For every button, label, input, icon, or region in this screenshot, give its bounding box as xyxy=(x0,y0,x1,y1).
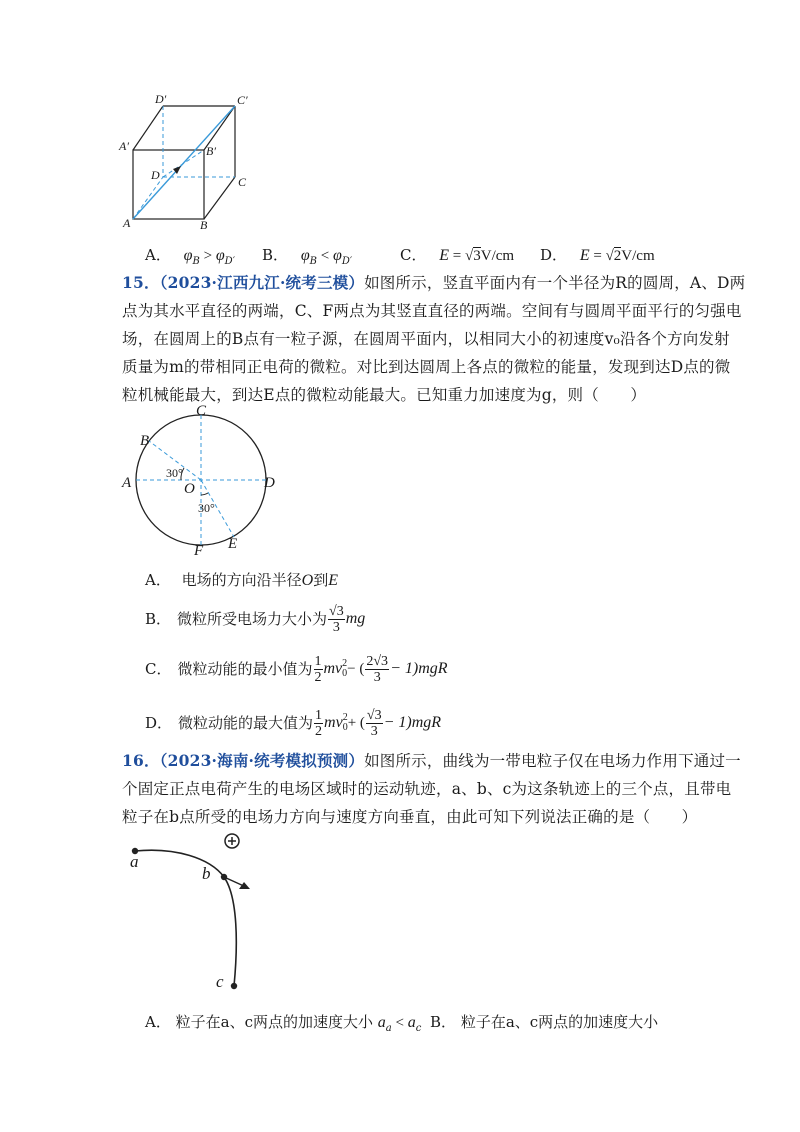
q14-option-a[interactable]: A． $\varphi_B > \varphi_{D'}$ xyxy=(145,246,235,267)
q15-option-c[interactable]: C． 微粒动能的最小值为 $\frac{1}{2}$ mv 2 0 − ( $\frac{2√3}{3}$ − 1)mgR xyxy=(145,653,448,685)
q16-option-b[interactable]: B． 粒子在a、c两点的加速度大小 xyxy=(430,1013,659,1031)
label-a: a xyxy=(130,852,139,871)
circle-figure xyxy=(118,400,288,560)
label-a: A xyxy=(123,216,131,230)
q15-option-a[interactable]: A． 电场的方向沿半径O到E xyxy=(145,571,338,589)
point-c xyxy=(231,983,237,989)
label-b: B xyxy=(200,218,208,230)
angle-label-2: 30° xyxy=(198,501,215,515)
q15-option-b[interactable]: B． 微粒所受电场力大小为 $\frac{√3}{3}$ mg xyxy=(145,603,366,635)
q14-option-c[interactable]: C． E = √3V/cm xyxy=(400,246,515,264)
q14-option-b[interactable]: B． $\varphi_B < \varphi_{D'}$ xyxy=(262,246,353,267)
label-b: b xyxy=(202,864,211,883)
label-c-prime: C′ xyxy=(237,93,248,107)
label-c: c xyxy=(216,972,224,991)
question-number: 16． xyxy=(122,751,160,770)
label-a: A xyxy=(122,475,132,491)
q15-stem: 15．（2023·江西九江·统考三模）如图所示，竖直平面内有一个半径为R的圆周，A、D两 点为其水平直径的两端，C、F两点为其竖直直径的两端。空间有与圆周平面平行的匀强电 场，在圆周上的B点有一粒子源，在圆周平面内，以相同大小的初速度v₀沿各个方向发射 质量为m的带相同正电荷的微粒。对比到达圆周上各点的微粒的能量，发现到达D点的微 粒机械能最大，到达E点的微粒动能最大。已知重力加速度为g，则（ ） xyxy=(122,273,746,404)
label-d: D xyxy=(264,475,275,491)
cube-front-face xyxy=(133,150,204,219)
q14-option-d[interactable]: D． E = √2V/cm xyxy=(540,246,655,264)
q15-option-d[interactable]: D． 微粒动能的最大值为 $\frac{1}{2}$ mv 2 0 + ( $\frac{√3}{3}$ − 1)mgR xyxy=(145,707,442,739)
cube-diagonal xyxy=(133,106,235,219)
label-c: C xyxy=(196,403,207,419)
question-number: 15． xyxy=(122,273,160,292)
label-d-prime: D′ xyxy=(155,92,167,106)
cube-figure xyxy=(115,90,255,230)
label-e: E xyxy=(228,536,238,552)
question-source: （2023·江西九江·统考三模） xyxy=(159,273,365,292)
label-c: C xyxy=(238,175,247,189)
label-d: D xyxy=(151,168,160,182)
trajectory-figure xyxy=(120,825,280,1000)
trajectory-curve xyxy=(135,850,236,986)
label-b-prime: B′ xyxy=(206,144,216,158)
label-a-prime: A′ xyxy=(119,139,129,153)
label-f: F xyxy=(194,543,204,559)
label-o: O xyxy=(184,481,195,497)
q16-stem: 16．（2023·海南·统考模拟预测）如图所示，曲线为一带电粒子仅在电场力作用下通过一 个固定正点电荷产生的电场区域时的运动轨迹，a、b、c为这条轨迹上的三个点，且带电 粒子在b点所受的电场力方向与速度方向垂直，由此可知下列说法正确的是（ ） xyxy=(122,751,741,826)
angle-label-1: 30° xyxy=(166,466,183,480)
arrow-icon xyxy=(239,882,250,889)
q16-option-a[interactable]: A． 粒子在a、c两点的加速度大小 $a_a < a_c$ xyxy=(145,1013,422,1034)
label-b: B xyxy=(140,433,150,449)
question-source: （2023·海南·统考模拟预测） xyxy=(159,751,365,770)
